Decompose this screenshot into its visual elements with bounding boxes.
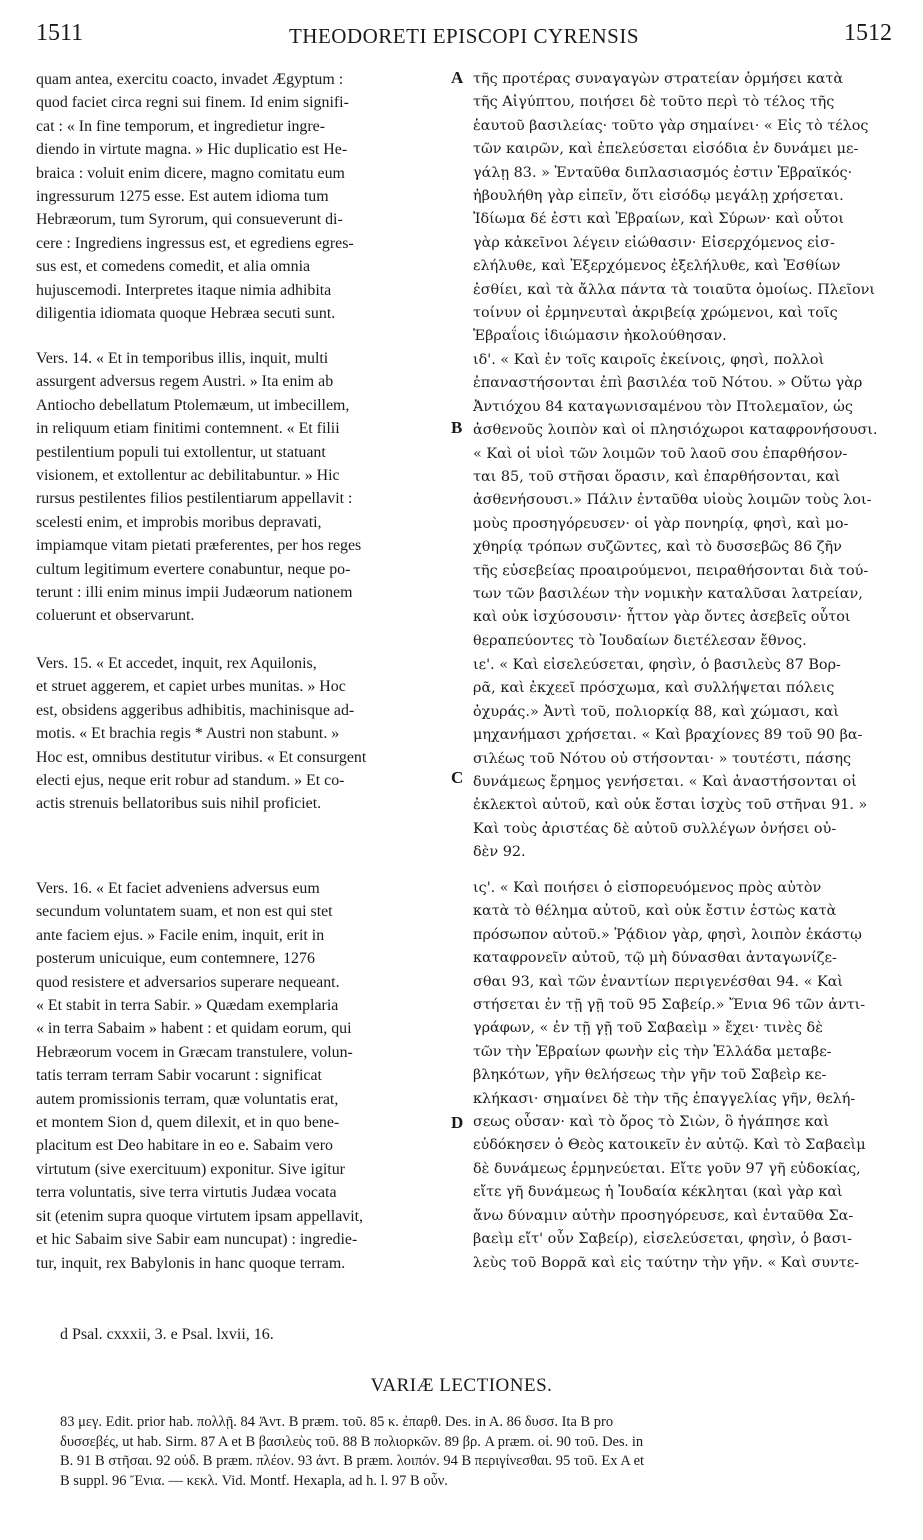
latin-text-line: virtutum (sive exercituum) exponitur. Sive igitur — [36, 1160, 345, 1178]
greek-text-line: τοίνυν οἱ ἑρμηνευταὶ ἀκριβείᾳ χρώμενοι, καὶ τοῖς — [473, 305, 838, 322]
greek-text-line: « Καὶ οἱ υἱοὶ τῶν λοιμῶν τοῦ λαοῦ σου ἐπαρθήσον- — [473, 445, 848, 462]
greek-text-line: δὲν 92. — [473, 844, 526, 861]
latin-text-line: hujuscemodi. Interpretes itaque nimia adhibita — [36, 281, 332, 299]
greek-text-line: ἐπαναστήσονται ἐπὶ βασιλέα τοῦ Νότου. » Οὕτω γὰρ — [473, 375, 863, 392]
latin-text-line: pestilentium populi tui extollentur, ut statuant — [36, 443, 326, 461]
greek-text-line: δὲ δυνάμεως ἑρμηνεύεται. Εἴτε γοῦν 97 γῆ εὐδοκίας, — [473, 1160, 861, 1177]
greek-text-line: σεως οὖσαν· καὶ τὸ ὄρος τὸ Σιὼν, ὃ ἠγάπησε καὶ — [473, 1114, 830, 1131]
greek-text-line: καὶ οὐκ ἰσχύσουσιν· ἧττον γὰρ ὄντες ἀσεβεῖς οὗτοι — [473, 609, 851, 626]
latin-text-line: cere : Ingrediens ingressus est, et egrediens egres- — [36, 234, 354, 252]
greek-text-line: μοὺς προσηγόρευσεν· οἱ γὰρ πονηρίᾳ, φησὶ, καὶ μο- — [473, 515, 849, 532]
greek-text-line: ις'. « Καὶ ποιήσει ὁ εἰσπορευόμενος πρὸς αὐτὸν — [473, 880, 822, 896]
greek-text-line: καταφρονεῖν αὐτοῦ, τῷ μὴ δύνασθαι ἀνταγωνίζε- — [473, 950, 837, 967]
greek-paragraph — [473, 654, 893, 865]
greek-text-line: ὀχυράς.» Ἀντὶ τοῦ, πολιορκίᾳ 88, καὶ χώμασι, καὶ — [473, 703, 839, 720]
latin-text-line: cultum legitimum evertere conabuntur, neque po- — [36, 560, 351, 578]
latin-text-line: et struet aggerem, et capiet urbes munitas. » Hoc — [36, 678, 346, 696]
latin-text-line: ingressurum 1275 esse. Est autem idioma tum — [36, 188, 329, 206]
latin-text-line: tur, inquit, rex Babylonis in hanc quoque terram. — [36, 1254, 346, 1272]
latin-text-line: Hoc est, omnibus destitutur viribus. « Et consurgent — [36, 748, 367, 766]
variae-lectiones — [60, 1413, 892, 1491]
latin-text-line: sit (etenim supra quoque virtutem ipsam appellavit, — [36, 1207, 364, 1225]
greek-text-line: λεὺς τοῦ Βορρᾶ καὶ εἰς ταύτην τὴν γῆν. « Καὶ συντε- — [473, 1254, 860, 1271]
latin-text-line: autem promissionis terram, quæ voluntatis erat, — [36, 1090, 339, 1108]
greek-text-line: ρᾶ, καὶ ἐκχεεῖ πρόσχωμα, καὶ συλλήψεται πόλεις — [473, 680, 835, 697]
latin-text-line: electi ejus, neque erit robur ad standum. » Et co- — [36, 772, 345, 790]
margin-letter-b: B — [451, 418, 463, 437]
greek-text-line: Ἰδίωμα δέ ἐστι καὶ Ἑβραίων, καὶ Σύρων· καὶ οὗτοι — [473, 211, 844, 228]
latin-text-line: placitum est Deo habitare in eo e. Sabaim vero — [36, 1137, 333, 1155]
latin-text-line: impiamque vitam pietati præferentes, per hos reges — [36, 537, 362, 555]
latin-text-line: cat : « In fine temporum, et ingredietur ingre- — [36, 117, 326, 135]
greek-text-line: θεραπεύοντες τὸ Ἰουδαίων διετέλεσαν ἔθνος. — [473, 632, 807, 649]
greek-text-line: εἴτε γῆ δυνάμεως ἡ Ἰουδαία κέκληται (καὶ γὰρ καὶ — [473, 1184, 843, 1201]
greek-text-line: δυνάμεως ἔρημος γενήσεται. « Καὶ ἀναστήσονται οἱ — [473, 774, 857, 791]
latin-text-line: scelesti enim, et improbis moribus depravati, — [36, 513, 322, 531]
latin-text-line: quod resistere et adversarios superare nequeant. — [36, 973, 340, 991]
greek-text-line: κατὰ τὸ θέλημα αὐτοῦ, καὶ οὐκ ἔστιν ἑστὼς κατὰ — [473, 903, 837, 920]
latin-text-line: actis strenuis bellatoribus suis nihil proficiet. — [36, 795, 322, 813]
greek-paragraph — [473, 349, 893, 653]
variant-reading-line: B. 91 B στῆσαι. 92 οὐδ. B præm. πλέον. 93 ἀντ. B præm. λοιπόν. 94 B περιγίνεσθαι. 95 τοῦ. Ex A et — [60, 1453, 645, 1469]
greek-text-line: τῆς εὐσεβείας προαιρούμενοι, πειραθήσονται διὰ τού- — [473, 562, 869, 579]
latin-text-line: terra voluntatis, sive terra virtutis Judæa vocata — [36, 1184, 337, 1202]
latin-text-line: quam antea, exercitu coacto, invadet Ægyptum : — [36, 71, 344, 88]
greek-text-line: ἄνω δύναμιν αὐτὴν προσηγόρευσε, καὶ ἐνταῦθα Σα- — [473, 1207, 854, 1224]
latin-text-line: « in terra Sabaim » habent : et quidam eorum, qui — [36, 1020, 352, 1038]
page-number-left: 1511 — [36, 20, 84, 46]
latin-text-line: est, obsidens aggeribus adhibitis, machinisque ad- — [36, 701, 355, 719]
greek-text-line: γράφων, « ἐν τῇ γῇ τοῦ Σαβαεὶμ » ἔχει· τινὲς δὲ — [473, 1020, 823, 1037]
latin-text-line: Antiocho debellatum Ptolemæum, ut imbecillem, — [36, 396, 350, 414]
latin-text-line: assurgent adversus regem Austri. » Ita enim ab — [36, 373, 334, 391]
latin-text-line: rursus pestilentes filios pestilentiarum appellavit : — [36, 490, 353, 508]
greek-text-line: Ἀντιόχου 84 καταγωνισαμένου τὸν Πτολεμαῖον, ὡς — [473, 398, 853, 415]
latin-paragraph — [36, 347, 456, 628]
greek-text-line: βαεὶμ εἴτ' οὖν Σαβείρ), εἰσελεύσεται, φησὶν, ὁ βασι- — [473, 1231, 853, 1248]
greek-text-line: ἠβουλήθη γὰρ εἰπεῖν, ὅτι εἰσόδῳ μεγάλῃ χρήσεται. — [473, 188, 844, 205]
margin-letter-c: C — [451, 768, 464, 787]
latin-text-line: ante faciem ejus. » Facile enim, inquit, erit in — [36, 926, 325, 944]
greek-text-line: τῆς Αἰγύπτου, ποιήσει δὲ τοῦτο περὶ τὸ τέλος τῆς — [473, 94, 835, 111]
footnotes: d Psal. cxxxii, 3. e Psal. lxvii, 16. — [60, 1326, 274, 1343]
greek-paragraph — [473, 68, 893, 349]
greek-text-line: πρόσωπον αὐτοῦ.» Ῥᾴδιον γὰρ, φησὶ, λοιπὸν ἑκάστῳ — [473, 926, 862, 943]
latin-text-line: secundum voluntatem suam, et non est qui stet — [36, 903, 333, 921]
greek-text-line: Ἑβραΐοις ἰδιώμασιν ἠκολούθησαν. — [473, 328, 727, 345]
variant-reading-line: 83 μεγ. Edit. prior hab. πολλῇ. 84 Ἀντ. B præm. τοῦ. 85 κ. ἐπαρθ. Des. in A. 86 δυσσ. Ita B pro — [60, 1414, 614, 1430]
latin-text-line: terunt : illi enim minus impii Judæorum nationem — [36, 584, 353, 602]
greek-text-line: ἐκλεκτοὶ αὐτοῦ, καὶ οὐκ ἔσται ἰσχὺς τοῦ στῆναι 91. » — [473, 797, 868, 814]
latin-text-line: Hebræorum, tum Syrorum, qui consueverunt di- — [36, 211, 343, 229]
greek-text-line: σιλέως τοῦ Νότου οὐ στήσονται· » τουτέστι, πάσης — [473, 750, 852, 767]
latin-text-line: visionem, et extollentur ac debilitabuntur. » Hic — [36, 467, 340, 485]
greek-text-line: κλήκασι· σημαίνει δὲ τὴν τῆς ἐπαγγελίας γῆν, θελή- — [473, 1090, 856, 1107]
greek-text-line: ελήλυθε, καὶ Ἐξερχόμενος ἐξελήλυθε, καὶ Ἐσθίων — [473, 258, 841, 275]
latin-text-line: et hic Sabaim sive Sabir eam nuncupat) : ingredie- — [36, 1231, 358, 1249]
margin-letter-d: D — [451, 1113, 464, 1132]
latin-text-line: Hebræorum vocem in Græcam transtulere, volun- — [36, 1043, 353, 1061]
latin-text-line: diligentia idiomata quoque Hebræa secuti sunt. — [36, 305, 336, 323]
greek-text-line: γάλῃ 83. » Ἐνταῦθα διπλασιασμός ἐστιν Ἑβραϊκός· — [473, 164, 853, 181]
greek-text-line: εὐδόκησεν ὁ Θεὸς κατοικεῖν ἐν αὐτῷ. Καὶ τὸ Σαβαεὶμ — [473, 1137, 866, 1154]
latin-text-line: motis. « Et brachia regis * Austri non stabunt. » — [36, 725, 340, 743]
greek-text-line: ἀσθενοῦς λοιπὸν καὶ οἱ πλησιόχωροι καταφρονήσουσι. — [473, 422, 878, 439]
greek-text-line: τῶν καιρῶν, καὶ ἐπελεύσεται εἰσόδια ἐν δυνάμει με- — [473, 141, 859, 158]
latin-text-line: Vers. 16. « Et faciet adveniens adversus eum — [36, 880, 320, 897]
page-header — [36, 20, 892, 50]
greek-text-line: ιδ'. « Καὶ ἐν τοῖς καιροῖς ἐκείνοις, φησὶ, πολλοὶ — [473, 352, 825, 368]
latin-paragraph — [36, 652, 456, 816]
latin-paragraph — [36, 877, 456, 1275]
page-number-right: 1512 — [844, 20, 892, 46]
latin-text-line: et montem Sion d, quem dilexit, et in quo bene- — [36, 1114, 340, 1132]
greek-text-line: Καὶ τοὺς ἀριστέας δὲ αὐτοῦ συλλέγων ὀνήσει οὐ- — [473, 820, 837, 837]
latin-text-line: in reliquum etiam finitimi contemnent. « Et filii — [36, 420, 340, 438]
greek-text-line: τῆς προτέρας συναγαγὼν στρατείαν ὁρμήσει κατὰ — [473, 71, 844, 87]
latin-text-line: quod faciet circa regni sui finem. Id enim signifi- — [36, 94, 349, 112]
greek-paragraph — [473, 877, 893, 1275]
greek-text-line: χθηρίᾳ τρόπων συζῶντες, καὶ τὸ δυσσεβῶς 86 ζῆν — [473, 539, 842, 556]
variant-reading-line: B suppl. 96 Ἔνια. — κεκλ. Vid. Montf. Hexapla, ad h. l. 97 B οὖν. — [60, 1472, 448, 1489]
variant-reading-line: δυσσεβές, ut hab. Sirm. 87 A et B βασιλεὺς τοῦ. 88 B πολιορκῶν. 89 βρ. A præm. οἱ. 90 τοῦ. Des. in — [60, 1433, 644, 1450]
latin-text-line: coluerunt et observarunt. — [36, 607, 195, 625]
latin-text-line: tatis terram terram Sabir vocarunt : significat — [36, 1067, 322, 1085]
greek-text-line: ιε'. « Καὶ εἰσελεύσεται, φησὶν, ὁ βασιλεὺς 87 Βορ- — [473, 657, 841, 673]
greek-text-line: στήσεται ἐν τῇ γῇ τοῦ 95 Σαβείρ.» Ἔνια 96 τῶν ἀντι- — [473, 997, 866, 1014]
latin-text-line: braica : voluit enim dicere, magno comitatu eum — [36, 164, 345, 182]
greek-text-line: των τῶν βασιλέων τὴν νομικὴν καταλῦσαι λατρείαν, — [473, 586, 863, 603]
greek-text-line: τῶν τὴν Ἑβραίων φωνὴν εἰς τὴν Ἑλλάδα μεταβε- — [473, 1043, 832, 1060]
latin-text-line: Vers. 14. « Et in temporibus illis, inquit, multi — [36, 350, 329, 367]
latin-text-line: sus est, et comedens comedit, et alia omnia — [36, 258, 311, 276]
latin-paragraph — [36, 68, 456, 325]
margin-letter-a: A — [451, 68, 464, 87]
greek-text-line: μηχανήμασι χρήσεται. « Καὶ βραχίονες 89 τοῦ 90 βα- — [473, 727, 863, 744]
variae-lectiones-title: VARIÆ LECTIONES. — [370, 1375, 553, 1396]
greek-text-line: ἑαυτοῦ βασιλείας· τοῦτο γὰρ σημαίνει· « Εἰς τὸ τέλος — [473, 117, 869, 134]
greek-text-line: ται 85, τοῦ στῆσαι ὅρασιν, καὶ ἐπαρθήσονται, καὶ — [473, 469, 841, 486]
latin-text-line: « Et stabit in terra Sabir. » Quædam exemplaria — [36, 997, 339, 1015]
greek-text-line: βληκότων, γῆν θελήσεως τὴν γῆν τοῦ Σαβεὶρ κε- — [473, 1067, 827, 1084]
greek-text-line: ἐσθίει, καὶ τὰ ἄλλα πάντα τὰ τοιαῦτα ὁμοίως. Πλεῖονι — [473, 281, 876, 298]
greek-text-line: γὰρ κἀκεῖνοι λέγειν εἰώθασιν· Εἰσερχόμενος εἰσ- — [473, 234, 835, 251]
greek-text-line: σθαι 93, καὶ τῶν ἐναντίων περιγενέσθαι 94. « Καὶ — [473, 973, 844, 990]
latin-text-line: Vers. 15. « Et accedet, inquit, rex Aquilonis, — [36, 655, 317, 672]
latin-text-line: diendo in virtute magna. » Hic duplicatio est He- — [36, 141, 348, 159]
latin-text-line: posterum unicuique, eum contemnere, 1276 — [36, 950, 315, 968]
running-title: THEODORETI EPISCOPI CYRENSIS — [288, 24, 640, 48]
greek-text-line: ἀσθενήσουσι.» Πάλιν ἐνταῦθα υἱοὺς λοιμῶν τοὺς λοι- — [473, 492, 872, 509]
